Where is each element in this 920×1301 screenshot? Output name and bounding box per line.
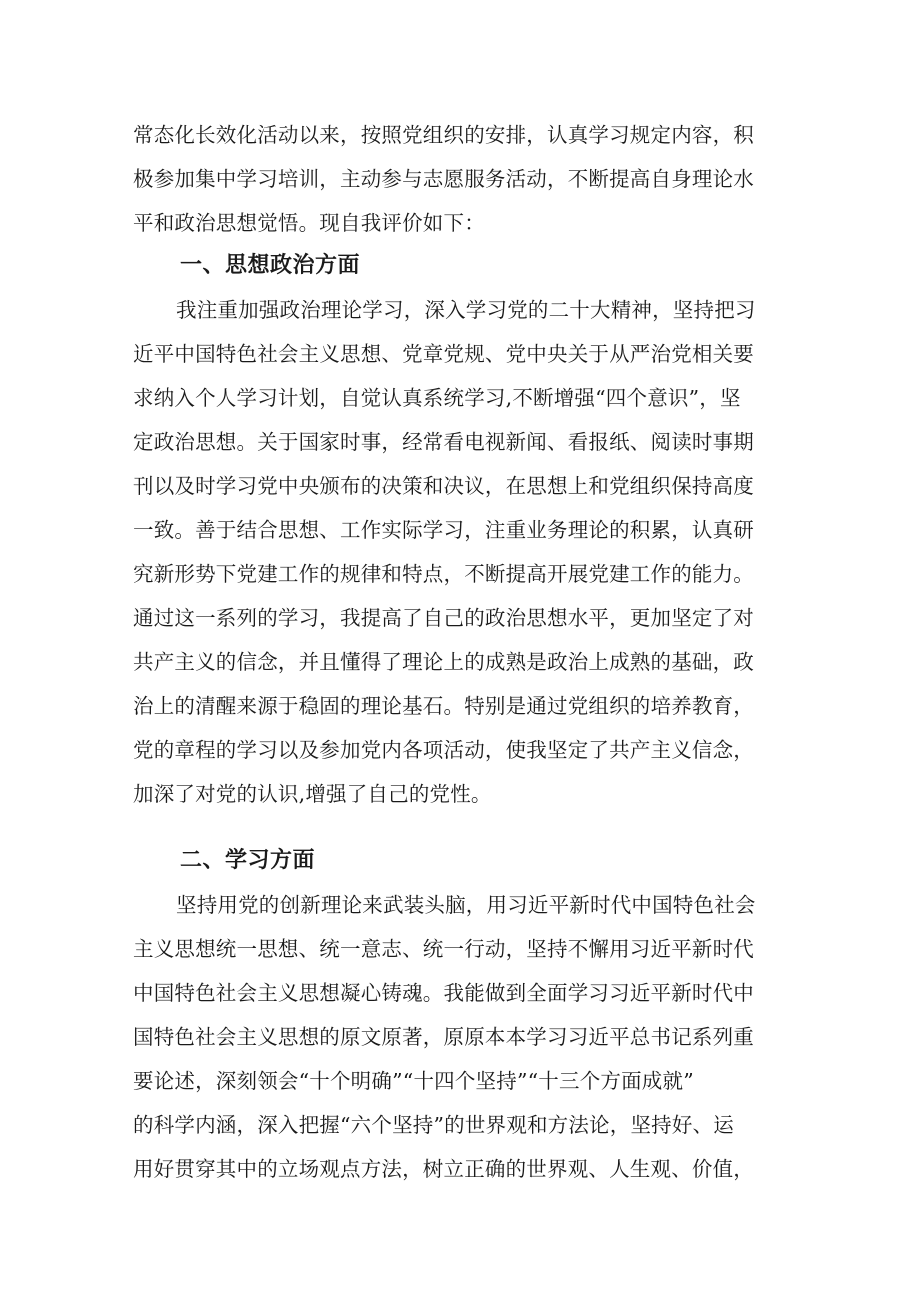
section2-line-3: 中国特色社会主义思想凝心铸魂。我能做到全面学习习近平新时代中 <box>133 981 754 1005</box>
section-heading-politics: 一、思想政治方面 <box>180 253 361 278</box>
section1-line-4: 定政治思想。关于国家时事，经常看电视新闻、看报纸、阅读时事期 <box>133 430 754 454</box>
intro-line-3: 平和政治思想觉悟。现自我评价如下： <box>133 211 485 235</box>
intro-line-2: 极参加集中学习培训，主动参与志愿服务活动，不断提高自身理论水 <box>133 167 754 191</box>
section1-line-8: 通过这一系列的学习，我提高了自己的政治思想水平，更加坚定了对 <box>133 606 754 630</box>
section-heading-study: 二、学习方面 <box>180 848 316 873</box>
section1-line-11: 党的章程的学习以及参加党内各项活动，使我坚定了共产主义信念， <box>133 738 754 762</box>
section1-line-12: 加深了对党的认识,增强了自己的党性。 <box>133 782 492 806</box>
section2-line-6: 的科学内涵，深入把握“六个坚持”的世界观和方法论，坚持好、运 <box>133 1113 734 1137</box>
section1-line-9: 共产主义的信念，并且懂得了理论上的成熟是政治上成熟的基础，政 <box>133 650 754 674</box>
section1-line-6: 一致。善于结合思想、工作实际学习，注重业务理论的积累，认真研 <box>133 518 754 542</box>
section2-line-2: 主义思想统一思想、统一意志、统一行动，坚持不懈用习近平新时代 <box>133 937 754 961</box>
section2-line-1: 坚持用党的创新理论来武装头脑，用习近平新时代中国特色社会 <box>176 893 756 917</box>
section1-line-5: 刊以及时学习党中央颁布的决策和决议，在思想上和党组织保持高度 <box>133 474 754 498</box>
intro-line-1: 常态化长效化活动以来，按照党组织的安排，认真学习规定内容，积 <box>133 123 754 147</box>
section2-line-4: 国特色社会主义思想的原文原著，原原本本学习习近平总书记系列重 <box>133 1025 754 1049</box>
section2-line-7: 用好贯穿其中的立场观点方法，树立正确的世界观、人生观、价值， <box>133 1157 754 1181</box>
section1-line-7: 究新形势下党建工作的规律和特点，不断提高开展党建工作的能力。 <box>133 562 754 586</box>
section1-line-1: 我注重加强政治理论学习，深入学习党的二十大精神，坚持把习 <box>176 298 756 322</box>
section1-line-3: 求纳入个人学习计划，自觉认真系统学习,不断增强“四个意识”，坚 <box>133 386 741 410</box>
section2-line-5: 要论述，深刻领会“十个明确”“十四个坚持”“十三个方面成就” <box>133 1069 694 1093</box>
section1-line-2: 近平中国特色社会主义思想、党章党规、党中央关于从严治党相关要 <box>133 342 754 366</box>
section1-line-10: 治上的清醒来源于稳固的理论基石。特别是通过党组织的培养教育， <box>133 694 754 718</box>
